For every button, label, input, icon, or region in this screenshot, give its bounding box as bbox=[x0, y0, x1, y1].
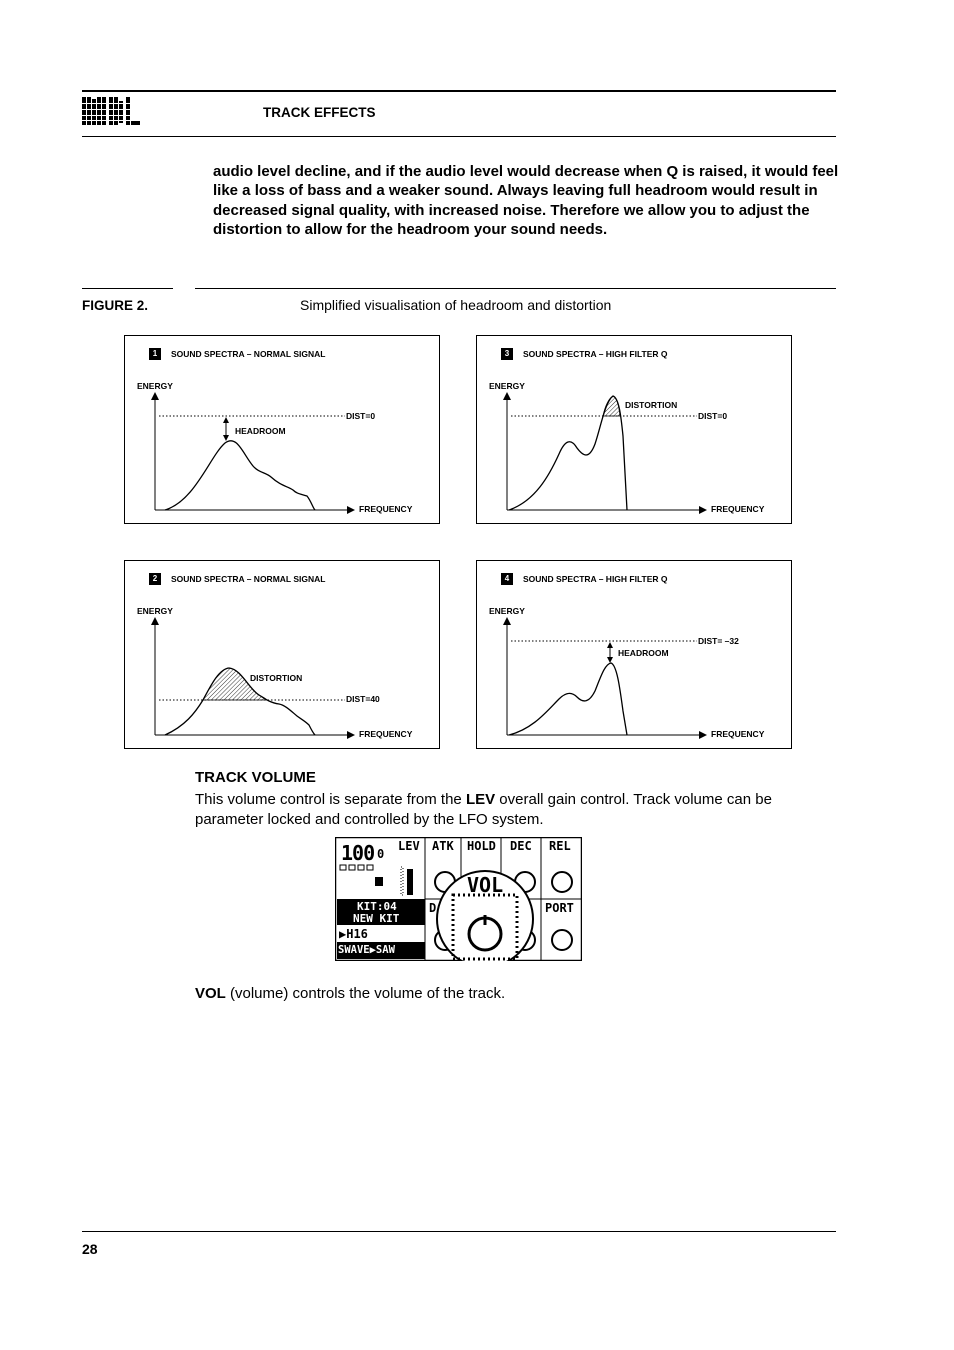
header-top-rule bbox=[82, 90, 836, 92]
dist-label: DIST=40 bbox=[346, 694, 380, 704]
kit-number: KIT:04 bbox=[357, 900, 397, 913]
param-partial: D bbox=[429, 901, 437, 915]
kit-name: NEW KIT bbox=[353, 912, 400, 925]
param-dec: DEC bbox=[510, 839, 532, 853]
distortion-label: DISTORTION bbox=[250, 673, 303, 683]
distortion-label: DISTORTION bbox=[625, 400, 678, 410]
header-bottom-rule bbox=[82, 136, 836, 137]
panel-number: 1 bbox=[149, 348, 161, 360]
param-hold: HOLD bbox=[467, 839, 496, 853]
headroom-label: HEADROOM bbox=[618, 648, 669, 658]
dist-label: DIST=0 bbox=[698, 411, 728, 421]
dist-label: DIST= –32 bbox=[698, 636, 739, 646]
figure-rule-left bbox=[82, 288, 173, 289]
tempo-suffix: 0 bbox=[377, 847, 385, 861]
headroom-label: HEADROOM bbox=[235, 426, 286, 436]
zoom-param-label: VOL bbox=[467, 873, 504, 897]
track-volume-heading: TRACK VOLUME bbox=[195, 769, 316, 786]
frequency-label: FREQUENCY bbox=[359, 504, 413, 514]
play-arrow-icon: ▶ bbox=[339, 927, 347, 941]
spectrum-panel-4 bbox=[476, 560, 792, 749]
panel-number: 3 bbox=[501, 348, 513, 360]
vol-description bbox=[195, 984, 835, 1004]
machinedrum-logo bbox=[82, 97, 142, 127]
frequency-label: FREQUENCY bbox=[711, 504, 765, 514]
lcd-screen bbox=[335, 837, 582, 961]
panel-title: SOUND SPECTRA – HIGH FILTER Q bbox=[523, 349, 668, 359]
intro-paragraph: audio level decline, and if the audio level would decrease when Q is raised, it would feel like a loss of bass and a weaker sound. Always leaving full headroom would result in decreased signal quality, with increased noise. Therefore we allow you to adjust the distortion to allow for the headroom your sound needs. bbox=[213, 163, 839, 239]
text-segment: overall gain control. Track volume can be parameter locked and controlled by the LFO system. bbox=[195, 791, 772, 828]
energy-label: ENERGY bbox=[137, 381, 173, 391]
param-port: PORT bbox=[545, 901, 574, 915]
section-title: TRACK EFFECTS bbox=[263, 105, 376, 120]
track-name: H16 bbox=[346, 927, 368, 941]
panel-title: SOUND SPECTRA – HIGH FILTER Q bbox=[523, 574, 668, 584]
lev-term: LEV bbox=[465, 791, 496, 808]
page-number: 28 bbox=[82, 1241, 98, 1257]
dist-label: DIST=0 bbox=[346, 411, 376, 421]
param-atk: ATK bbox=[432, 839, 454, 853]
panel-title: SOUND SPECTRA – NORMAL SIGNAL bbox=[171, 574, 326, 584]
energy-label: ENERGY bbox=[489, 606, 525, 616]
panel-number: 4 bbox=[501, 573, 513, 585]
figure-caption: Simplified visualisation of headroom and distortion bbox=[300, 297, 612, 313]
panel-number: 2 bbox=[149, 573, 161, 585]
param-rel: REL bbox=[549, 839, 571, 853]
tempo-value: 100 bbox=[341, 841, 375, 865]
spectrum-graph bbox=[125, 561, 441, 753]
spectrum-panel-2 bbox=[124, 560, 440, 749]
energy-label: ENERGY bbox=[489, 381, 525, 391]
frequency-label: FREQUENCY bbox=[359, 729, 413, 739]
figure-rule-right bbox=[195, 288, 836, 289]
track-indicator bbox=[339, 927, 368, 941]
track-volume-paragraph bbox=[195, 790, 835, 829]
machine-name: SWAVE▶SAW bbox=[338, 944, 395, 956]
figure-label: FIGURE 2. bbox=[82, 298, 149, 313]
panel-title: SOUND SPECTRA – NORMAL SIGNAL bbox=[171, 349, 326, 359]
energy-label: ENERGY bbox=[137, 606, 173, 616]
vol-term: VOL bbox=[195, 985, 226, 1002]
text-segment: This volume control is separate from the bbox=[195, 791, 466, 808]
spectrum-panel-1 bbox=[124, 335, 440, 524]
text-segment: (volume) controls the volume of the track. bbox=[225, 985, 506, 1002]
spectrum-graph bbox=[477, 336, 793, 525]
spectrum-panel-3 bbox=[476, 335, 792, 524]
footer-rule bbox=[82, 1231, 836, 1232]
frequency-label: FREQUENCY bbox=[711, 729, 765, 739]
param-lev: LEV bbox=[398, 839, 420, 853]
